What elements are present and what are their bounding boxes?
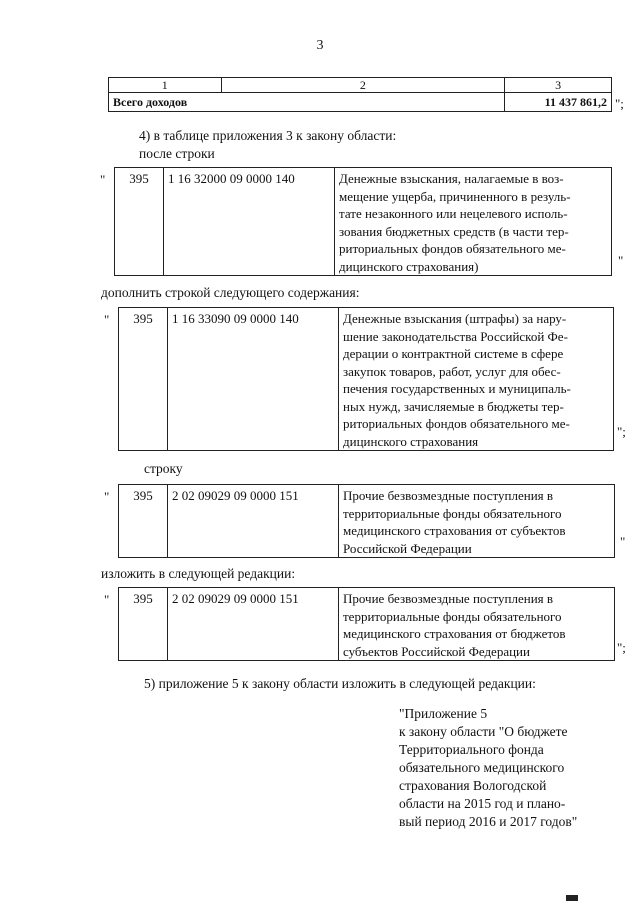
row-4-table <box>118 587 615 661</box>
row-2-close-quote: "; <box>617 424 626 439</box>
row-1-open-quote: " <box>100 172 106 187</box>
para-5: 5) приложение 5 к закону области изложить в следующей редакции: <box>144 676 536 691</box>
total-label: Всего доходов <box>109 93 505 112</box>
row-1-description: Денежные взыскания, налагаемые в воз- мещение ущерба, причиненного в резуль- тате незаконного или нецелевого исполь- зования бюджетных средств (в части тер- риториальных фондов обязательного ме- дицинского страхования) <box>335 168 612 276</box>
row-2-kbk: 1 16 33090 09 0000 140 <box>168 308 339 451</box>
row-1-close-quote: " <box>618 253 624 268</box>
row-2-open-quote: " <box>104 312 110 327</box>
total-value: 11 437 861,2 <box>505 93 612 112</box>
row-3-kbk: 2 02 09029 09 0000 151 <box>168 485 339 558</box>
row-3-open-quote: " <box>104 489 110 504</box>
appendix-note: "Приложение 5 к закону области "О бюджете Территориального фонда обязательного медицинского страхования Вологодской области на 2015 год и плано- вый период 2016 и 2017 годов" <box>399 706 578 829</box>
row-2-table <box>118 307 614 451</box>
row-1-table <box>114 167 612 276</box>
para-edit: изложить в следующей редакции: <box>101 566 296 581</box>
row-4-kbk: 2 02 09029 09 0000 151 <box>168 588 339 661</box>
para-4-line-2: после строки <box>139 146 215 161</box>
row-1-code: 395 <box>115 168 164 276</box>
row-2-description: Денежные взыскания (штрафы) за нару- шение законодательства Российской Фе- дерации о контрактной системе в сфере закупок товаров, работ, услуг для обес- печения государственных и муниципаль- ных нужд, зачисляемые в бюджеты тер- риториальных фондов обязательного ме- дицинского страхования <box>339 308 614 451</box>
para-row: строку <box>144 461 183 476</box>
row-4-open-quote: " <box>104 592 110 607</box>
row-4-code: 395 <box>119 588 168 661</box>
scan-mark <box>566 895 578 901</box>
row-3-table <box>118 484 615 558</box>
row-4-close-quote: "; <box>617 640 626 655</box>
income-total-table <box>108 77 612 112</box>
para-4-line-1: 4) в таблице приложения 3 к закону области: <box>139 128 397 143</box>
row-4-description: Прочие безвозмездные поступления в территориальные фонды обязательного медицинского страхования от бюджетов субъектов Российской Федерации <box>339 588 615 661</box>
row-3-description: Прочие безвозмездные поступления в территориальные фонды обязательного медицинского страхования от субъектов Российской Федерации <box>339 485 615 558</box>
header-col-1: 1 <box>109 78 222 93</box>
row-3-code: 395 <box>119 485 168 558</box>
closing-quote: "; <box>615 96 624 111</box>
header-col-2: 2 <box>221 78 505 93</box>
page-number: 3 <box>316 38 324 53</box>
para-add: дополнить строкой следующего содержания: <box>101 285 360 300</box>
row-2-code: 395 <box>119 308 168 451</box>
row-3-close-quote: " <box>620 534 626 549</box>
row-1-kbk: 1 16 32000 09 0000 140 <box>164 168 335 276</box>
header-col-3: 3 <box>505 78 612 93</box>
